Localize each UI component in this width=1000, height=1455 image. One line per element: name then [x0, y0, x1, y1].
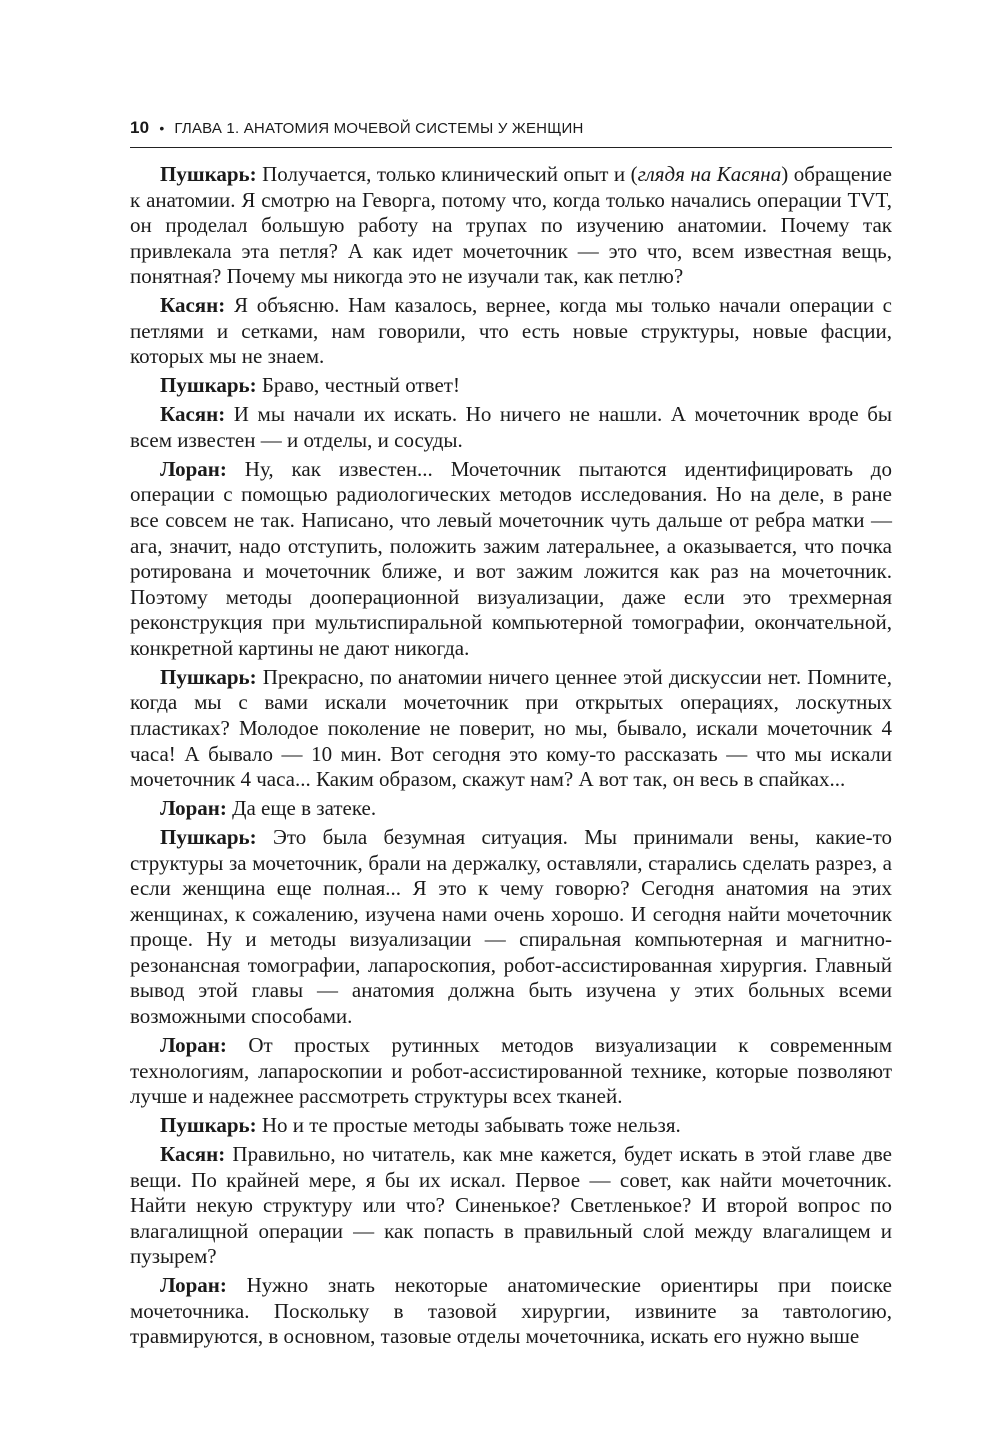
paragraph-text: И мы начали их искать. Но ничего не нашли. А мочеточник вроде бы всем известен — и отделы, и сосуды. — [130, 402, 892, 452]
paragraph-text: Нужно знать некоторые анатомические ориентиры при поиске мочеточника. Поскольку в тазовой хирургии, извините за тавтологию, травмируются, в основном, тазовые отделы мочеточника, искать его нужно выше — [130, 1273, 892, 1349]
speaker-name: Пушкарь: — [160, 664, 257, 689]
speaker-name: Лоран: — [160, 1273, 227, 1298]
stage-direction: глядя на Касяна — [637, 162, 782, 186]
paragraph-text: Ну, как известен... Мочеточник пытаются идентифицировать до операции с помощью радиологических методов исследования. Но на деле, в ране все совсем не так. Написано, что левый мочеточник чуть дальше от ребра матки — ага, значит, надо отступить, положить зажим латеральнее, а оказывается, что почка ротирована и мочеточник ближе, и вот зажим ложится как раз на мочеточник. Поэтому методы дооперационной визуализации, даже если это трехмерная реконструкция при мультиспиральной компьютерной томографии, окончательной, конкретной картины не дают никогда. — [130, 456, 892, 660]
speaker-name: Касян: — [160, 293, 226, 318]
running-header — [130, 118, 892, 148]
chapter-title: ГЛАВА 1. АНАТОМИЯ МОЧЕВОЙ СИСТЕМЫ У ЖЕНЩИН — [174, 119, 584, 137]
paragraph — [130, 162, 892, 290]
speaker-name: Касян: — [160, 402, 226, 427]
paragraph-text: Но и те простые методы забывать тоже нельзя. — [256, 1113, 681, 1138]
body-text — [130, 162, 892, 1350]
speaker-name: Пушкарь: — [160, 824, 257, 849]
speaker-name: Лоран: — [160, 796, 227, 821]
paragraph-text: Прекрасно, по анатомии ничего ценнее этой дискуссии нет. Помните, когда мы с вами искали мочеточник при открытых операциях, лоскутных пластиках? Молодое поколение не поверит, но мы, бывало, искали мочеточник 4 часа! А бывало — 10 мин. Вот сегодня это кому-то рассказать — что мы искали мочеточник 4 часа... Каким образом, скажут нам? А вот так, он весь в спайках... — [130, 664, 892, 792]
paragraph — [130, 373, 892, 399]
paragraph-text: Правильно, но читатель, как мне кажется, будет искать в этой главе две вещи. По крайней мере, я бы их искал. Первое — совет, как найти мочеточник. Найти некую структуру или что? Синенькое? Светленькое? И второй вопрос по влагалищной операции — как попасть в правильный слой между влагалищем и пузырем? — [130, 1141, 892, 1269]
paragraph-text: От простых рутинных методов визуализации к современным технологиям, лапароскопии и робот-ассистированной технике, которые позволяют лучше и надежнее рассмотреть структуры всех тканей. — [130, 1032, 892, 1109]
paragraph — [130, 293, 892, 370]
paragraph — [130, 402, 892, 453]
paragraph-text: Я объясню. Нам казалось, вернее, когда мы только начали операции с петлями и сетками, нам говорили, что есть новые структуры, новые фасции, которых мы не знаем. — [130, 293, 892, 369]
paragraph-text: ) обращение к анатомии. Я смотрю на Геворга, потому что, когда только начались операции TVT, он проделал большую работу на трупах по изучению анатомии. Почему так привлекала эта петля? А как идет мочеточник — это что, всем известная вещь, понятная? Почему мы никогда это не изучали так, как петлю? — [130, 162, 892, 289]
paragraph — [130, 1033, 892, 1110]
paragraph — [130, 825, 892, 1030]
paragraph — [130, 796, 892, 822]
paragraph — [130, 457, 892, 662]
paragraph — [130, 1273, 892, 1350]
paragraph-text: Получается, только клинический опыт и ( — [256, 162, 638, 186]
speaker-name: Пушкарь: — [160, 1113, 257, 1138]
paragraph-text: Браво, честный ответ! — [256, 373, 460, 398]
bullet-separator: • — [159, 120, 165, 136]
speaker-name: Пушкарь: — [160, 162, 257, 186]
paragraph — [130, 1113, 892, 1139]
speaker-name: Касян: — [160, 1141, 226, 1166]
paragraph — [130, 665, 892, 793]
book-page — [130, 118, 892, 1353]
speaker-name: Лоран: — [160, 1032, 227, 1057]
paragraph-text: Это была безумная ситуация. Мы принимали вены, какие-то структуры за мочеточник, брали на держалку, оставляли, старались сделать разрез, а если женщина еще полная... Я это к чему говорю? Сегодня анатомия на этих женщинах, к сожалению, изучена нами очень хорошо. И сегодня найти мочеточник проще. Ну и методы визуализации — спиральная компьютерная и магнитно-резонансная томографии, лапароскопия, робот-ассистированная хирургия. Главный вывод этой главы — анатомия должна быть изучена у этих больных всеми возможными способами. — [130, 824, 892, 1029]
speaker-name: Лоран: — [160, 456, 227, 481]
speaker-name: Пушкарь: — [160, 373, 257, 398]
page-number: 10 — [130, 118, 150, 137]
paragraph — [130, 1142, 892, 1270]
paragraph-text: Да еще в затеке. — [226, 796, 377, 821]
